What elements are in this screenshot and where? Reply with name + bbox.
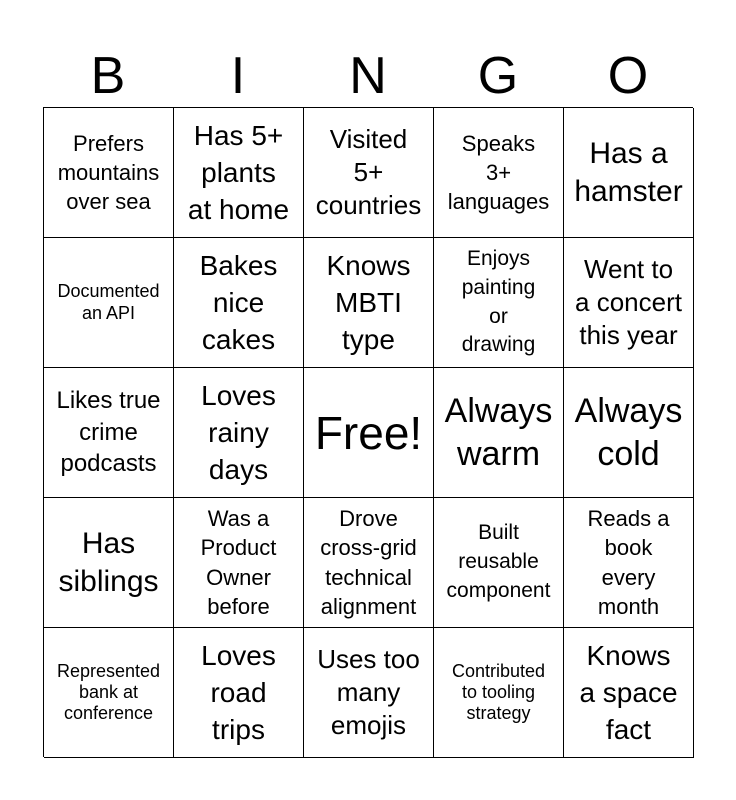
bingo-board [43, 107, 693, 757]
bingo-cell[interactable] [564, 628, 694, 758]
cell-text: Enjoys painting or drawing [461, 246, 536, 357]
bingo-header [43, 46, 693, 106]
bingo-cell[interactable] [44, 108, 174, 238]
bingo-cell[interactable] [174, 498, 304, 628]
bingo-cell[interactable] [564, 238, 694, 368]
cell-text: Bakes nice cakes [199, 249, 278, 356]
bingo-cell[interactable] [174, 108, 304, 238]
cell-text: Drove cross-grid technical alignment [320, 506, 417, 619]
cell-text: Contributed to tooling strategy [451, 660, 546, 724]
cell-text: Represented bank at conference [56, 660, 161, 724]
bingo-cell[interactable] [44, 498, 174, 628]
cell-text: Has siblings [58, 526, 159, 598]
bingo-cell[interactable] [434, 368, 564, 498]
cell-text: Built reusable component [446, 521, 551, 602]
bingo-cell[interactable] [174, 628, 304, 758]
cell-text: Likes true crime podcasts [56, 386, 161, 478]
bingo-cell[interactable] [304, 498, 434, 628]
bingo-cell[interactable] [564, 368, 694, 498]
bingo-cell[interactable] [434, 108, 564, 238]
bingo-cell[interactable] [44, 628, 174, 758]
bingo-cell[interactable] [564, 108, 694, 238]
cell-text: Documented an API [57, 281, 160, 323]
bingo-cell-free[interactable] [304, 368, 434, 498]
cell-text: Uses too many emojis [317, 643, 420, 740]
cell-text: Speaks 3+ languages [447, 130, 550, 215]
cell-text: Has a hamster [574, 136, 683, 208]
header-letter-i: I [230, 47, 246, 105]
cell-text: Loves rainy days [201, 379, 276, 486]
free-space-text: Free! [314, 406, 423, 459]
bingo-cell[interactable] [304, 108, 434, 238]
cell-text: Reads a book every month [587, 506, 670, 619]
bingo-cell[interactable] [174, 368, 304, 498]
header-letter-b: B [90, 47, 126, 105]
cell-text: Visited 5+ countries [315, 123, 422, 220]
header-letter-o: O [607, 47, 649, 105]
bingo-cell[interactable] [174, 238, 304, 368]
cell-text: Knows a space fact [579, 639, 678, 746]
header-letter-g: G [477, 47, 519, 105]
bingo-cell[interactable] [304, 628, 434, 758]
cell-text: Went to a concert this year [575, 253, 682, 350]
bingo-cell[interactable] [564, 498, 694, 628]
bingo-cell[interactable] [44, 368, 174, 498]
cell-text: Has 5+ plants at home [187, 119, 290, 226]
header-letter-n: N [349, 47, 387, 105]
bingo-cell[interactable] [434, 628, 564, 758]
cell-text: Always warm [444, 392, 553, 473]
cell-text: Loves road trips [201, 639, 276, 746]
cell-text: Was a Product Owner before [200, 506, 277, 619]
bingo-cell[interactable] [434, 498, 564, 628]
bingo-cell[interactable] [44, 238, 174, 368]
cell-text: Prefers mountains over sea [57, 130, 160, 215]
cell-text: Always cold [574, 392, 683, 473]
cell-text: Knows MBTI type [326, 249, 411, 356]
bingo-cell[interactable] [434, 238, 564, 368]
bingo-cell[interactable] [304, 238, 434, 368]
